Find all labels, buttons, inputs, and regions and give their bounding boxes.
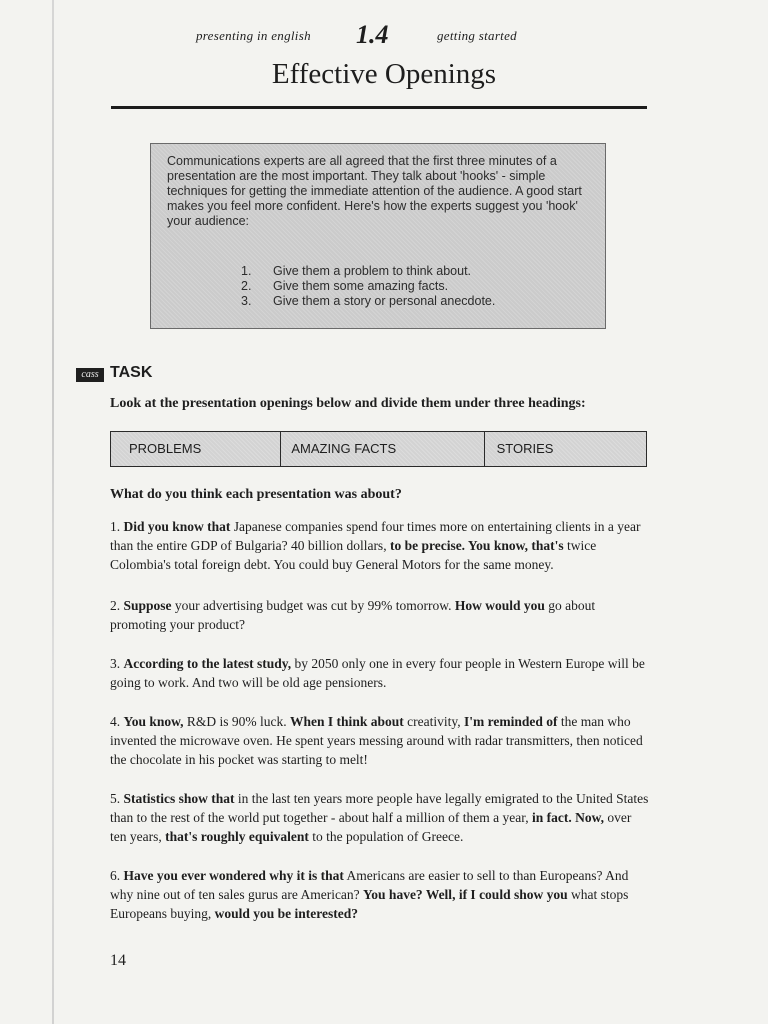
opening-segment: R&D is 90% luck. (183, 714, 291, 729)
headings-table (110, 431, 647, 467)
scan-binding-edge (52, 0, 54, 1024)
opening-segment: what stops Europeans buying, (110, 887, 629, 921)
opening-item-3 (110, 654, 650, 692)
opening-segment: go about promoting your product? (110, 598, 596, 632)
opening-segment: Japanese companies spend four times more on entertaining clients in a year than the entire GDP of Bulgaria? 40 billion dollars, (110, 519, 641, 553)
heading-cell-stories: STORIES (496, 441, 554, 456)
opening-segment: Did you know that (123, 519, 231, 534)
opening-segment: Suppose (123, 598, 172, 613)
task-heading: TASK (110, 364, 153, 381)
technique-text: Give them a story or personal anecdote. (273, 294, 496, 308)
task-question: What do you think each presentation was about? (110, 487, 402, 502)
opening-segment: to the population of Greece. (308, 829, 464, 844)
opening-segment: Have you ever wondered why it is that (123, 868, 344, 883)
opening-segment: in fact. Now, (531, 810, 604, 825)
page-number: 14 (110, 952, 126, 969)
opening-segment: creativity, (403, 714, 464, 729)
page-title: Effective Openings (271, 58, 497, 90)
technique-item (241, 264, 581, 279)
opening-item-1 (110, 517, 650, 574)
technique-number: 2. (241, 279, 252, 293)
opening-number: 5. (110, 791, 121, 806)
opening-segment: the man who invented the microwave oven. He spent years messing around with radar transmitters, then noticed the chocolate in his pocket was starting to melt! (110, 714, 643, 767)
opening-segment: twice Colombia's total foreign debt. You could buy General Motors for the same money. (110, 538, 597, 572)
technique-item (241, 279, 581, 294)
opening-segment: I'm reminded of (463, 714, 558, 729)
opening-segment: over ten years, (110, 810, 632, 844)
opening-segment: You know, (123, 714, 184, 729)
running-head-section: getting started (437, 28, 517, 43)
intro-paragraph: Communications experts are all agreed that the first three minutes of a presentation are the most important. They talk about 'hooks' - simple techniques for getting the immediate attention of the audience. A good start makes you feel more confident. Here's how the experts suggest you 'hook' your audience: (167, 154, 582, 228)
technique-item (241, 294, 581, 309)
opening-number: 4. (110, 714, 121, 729)
opening-segment: by 2050 only one in every four people in Western Europe will be going to work. And two will be old age pensioners. (110, 656, 645, 690)
opening-segment: You have? Well, if I could show you (363, 887, 568, 902)
opening-segment: How would you (454, 598, 545, 613)
opening-segment: Statistics show that (123, 791, 235, 806)
opening-number: 1. (110, 519, 121, 534)
opening-segment: According to the latest study, (123, 656, 292, 671)
technique-text: Give them a problem to think about. (273, 264, 472, 278)
opening-item-6 (110, 866, 650, 923)
opening-number: 6. (110, 868, 121, 883)
opening-item-2 (110, 596, 650, 634)
opening-number: 3. (110, 656, 121, 671)
techniques-list (241, 264, 581, 309)
opening-item-5 (110, 789, 650, 846)
title-rule (111, 106, 647, 109)
heading-cell-amazing-facts: AMAZING FACTS (281, 432, 484, 466)
cassette-badge: cass (76, 368, 104, 382)
opening-segment: in the last ten years more people have legally emigrated to the United States than to the rest of the world put together - about half a million of them a year, (110, 791, 649, 825)
technique-text: Give them some amazing facts. (273, 279, 449, 293)
opening-item-4 (110, 712, 650, 769)
running-head (0, 22, 768, 52)
opening-segment: Americans are easier to sell to than Europeans? And why nine out of ten sales gurus are American? (110, 868, 629, 902)
opening-segment: to be precise. You know, that's (389, 538, 564, 553)
opening-segment: When I think about (290, 714, 404, 729)
running-head-course: presenting in english (196, 28, 311, 43)
unit-number: 1.4 (356, 20, 389, 49)
technique-number: 3. (241, 294, 252, 308)
opening-number: 2. (110, 598, 121, 613)
task-instruction: Look at the presentation openings below and divide them under three headings: (110, 396, 586, 411)
opening-segment: that's roughly equivalent (165, 829, 309, 844)
technique-number: 1. (241, 264, 252, 278)
opening-segment: would you be interested? (214, 906, 358, 921)
intro-box (150, 143, 606, 329)
heading-cell-problems: PROBLEMS (111, 432, 281, 466)
opening-segment: your advertising budget was cut by 99% tomorrow. (171, 598, 455, 613)
